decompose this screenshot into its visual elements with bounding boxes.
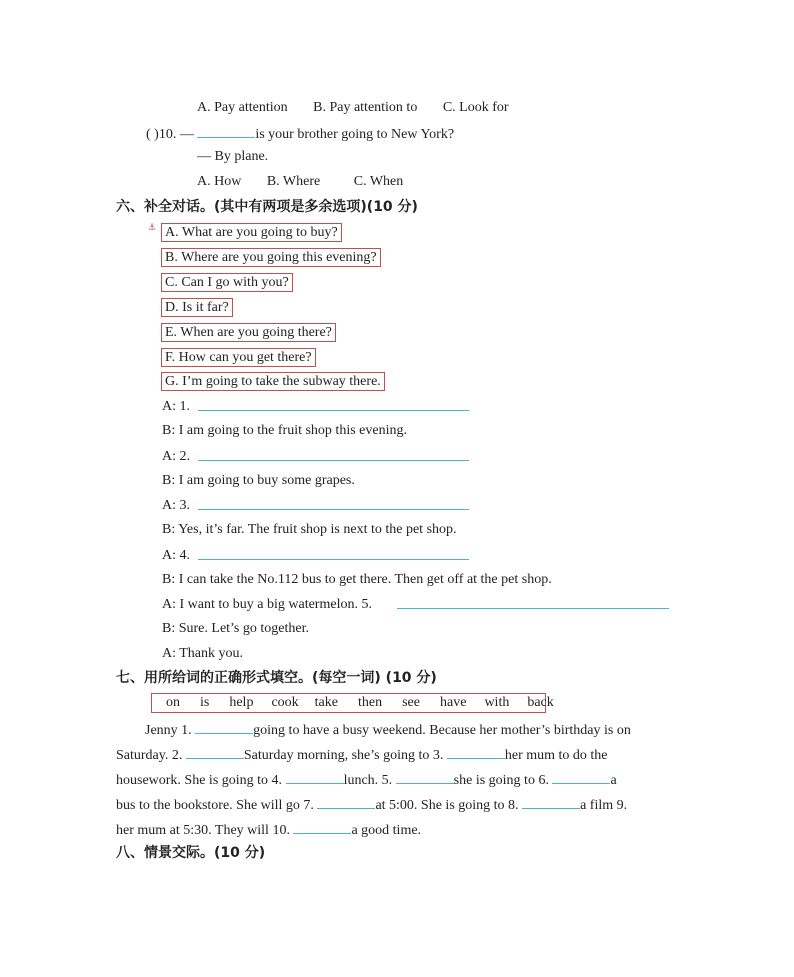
blank-6[interactable]	[552, 769, 610, 784]
dialogue-b3: B: Yes, it’s far. The fruit shop is next to the pet shop.	[162, 522, 457, 537]
section-8-heading: 八、情景交际。(10 分)	[116, 845, 266, 861]
q9-options	[197, 99, 509, 117]
q9-option-b: B. Pay attention to	[313, 100, 418, 115]
passage-text: a	[610, 773, 617, 788]
dialogue-b5: B: Sure. Let’s go together.	[162, 621, 309, 636]
choice-g: G. I’m going to take the subway there.	[161, 372, 385, 391]
passage-text: bus to the bookstore. She will go 7.	[116, 798, 314, 813]
dialogue-a3: A: 3.	[162, 498, 190, 513]
passage-text: a good time.	[351, 823, 422, 838]
q10-number: ( )10. —	[146, 127, 194, 142]
q10-option-a: A. How	[197, 174, 242, 189]
passage-text: Saturday morning, she’s going to 3.	[243, 748, 444, 763]
passage-text: going to have a busy weekend. Because her mother’s birthday is on	[253, 723, 631, 738]
choice-b: B. Where are you going this evening?	[161, 248, 381, 267]
word-bank-item: help	[229, 695, 254, 710]
section-7-heading: 七、用所给词的正确形式填空。(每空一词) (10 分)	[116, 670, 437, 686]
q9-option-c: C. Look for	[442, 100, 509, 115]
word-bank-item: have	[440, 695, 467, 710]
dialogue-a6: A: Thank you.	[162, 646, 244, 661]
word-bank-item: then	[358, 695, 383, 710]
q10-options	[197, 173, 403, 191]
passage-line-1	[145, 719, 631, 740]
passage-text: her mum at 5:30. They will 10.	[116, 823, 290, 838]
answer-line-4[interactable]	[198, 559, 469, 560]
q10-blank[interactable]	[197, 123, 255, 138]
anchor-icon: ⚓	[148, 223, 157, 233]
q9-option-a: A. Pay attention	[197, 100, 288, 115]
passage-text: Jenny 1.	[145, 723, 192, 738]
passage-text: Saturday. 2.	[116, 748, 183, 763]
word-bank-item: back	[527, 695, 554, 710]
answer-line-1[interactable]	[198, 410, 469, 411]
word-bank-item: take	[314, 695, 338, 710]
blank-8[interactable]	[522, 794, 580, 809]
dialogue-b1: B: I am going to the fruit shop this evening.	[162, 423, 407, 438]
choice-d: D. Is it far?	[161, 298, 233, 317]
blank-2[interactable]	[186, 744, 244, 759]
passage-text: she is going to 6.	[453, 773, 549, 788]
passage-text: a film 9.	[580, 798, 628, 813]
dialogue-b2: B: I am going to buy some grapes.	[162, 473, 355, 488]
q10-reply: — By plane.	[197, 149, 269, 164]
blank-1[interactable]	[195, 719, 253, 734]
word-bank-item: with	[484, 695, 510, 710]
word-bank-item: cook	[271, 695, 299, 710]
answer-line-3[interactable]	[198, 509, 469, 510]
dialogue-b4: B: I can take the No.112 bus to get there. Then get off at the pet shop.	[162, 572, 552, 587]
dialogue-a1: A: 1.	[162, 399, 190, 414]
passage-text: housework. She is going to 4.	[116, 773, 283, 788]
q10-text: is your brother going to New York?	[255, 127, 455, 142]
dialogue-a5: A: I want to buy a big watermelon. 5.	[162, 597, 372, 612]
passage-text: at 5:00. She is going to 8.	[375, 798, 519, 813]
word-bank	[151, 693, 554, 713]
passage-text: lunch. 5.	[343, 773, 393, 788]
passage-line-5	[116, 819, 421, 840]
q10-option-b: B. Where	[266, 174, 321, 189]
blank-4[interactable]	[286, 769, 344, 784]
blank-7[interactable]	[317, 794, 375, 809]
question-10	[146, 123, 454, 144]
blank-10[interactable]	[293, 819, 351, 834]
blank-3[interactable]	[447, 744, 505, 759]
q10-option-c: C. When	[353, 174, 404, 189]
dialogue-a4: A: 4.	[162, 548, 190, 563]
choice-a: A. What are you going to buy?	[161, 223, 342, 242]
dialogue-a2: A: 2.	[162, 449, 190, 464]
word-bank-item: see	[402, 695, 420, 710]
word-bank-item: is	[200, 695, 210, 710]
blank-5[interactable]	[396, 769, 454, 784]
word-bank-item: on	[166, 695, 180, 710]
passage-text: her mum to do the	[504, 748, 608, 763]
choice-e: E. When are you going there?	[161, 323, 336, 342]
passage-line-4	[116, 794, 627, 815]
section-6-heading: 六、补全对话。(其中有两项是多余选项)(10 分)	[116, 199, 418, 215]
passage-line-3	[116, 769, 617, 790]
answer-line-2[interactable]	[198, 460, 469, 461]
choice-f: F. How can you get there?	[161, 348, 316, 367]
answer-line-5[interactable]	[397, 608, 669, 609]
choice-c: C. Can I go with you?	[161, 273, 293, 292]
passage-line-2	[116, 744, 608, 765]
